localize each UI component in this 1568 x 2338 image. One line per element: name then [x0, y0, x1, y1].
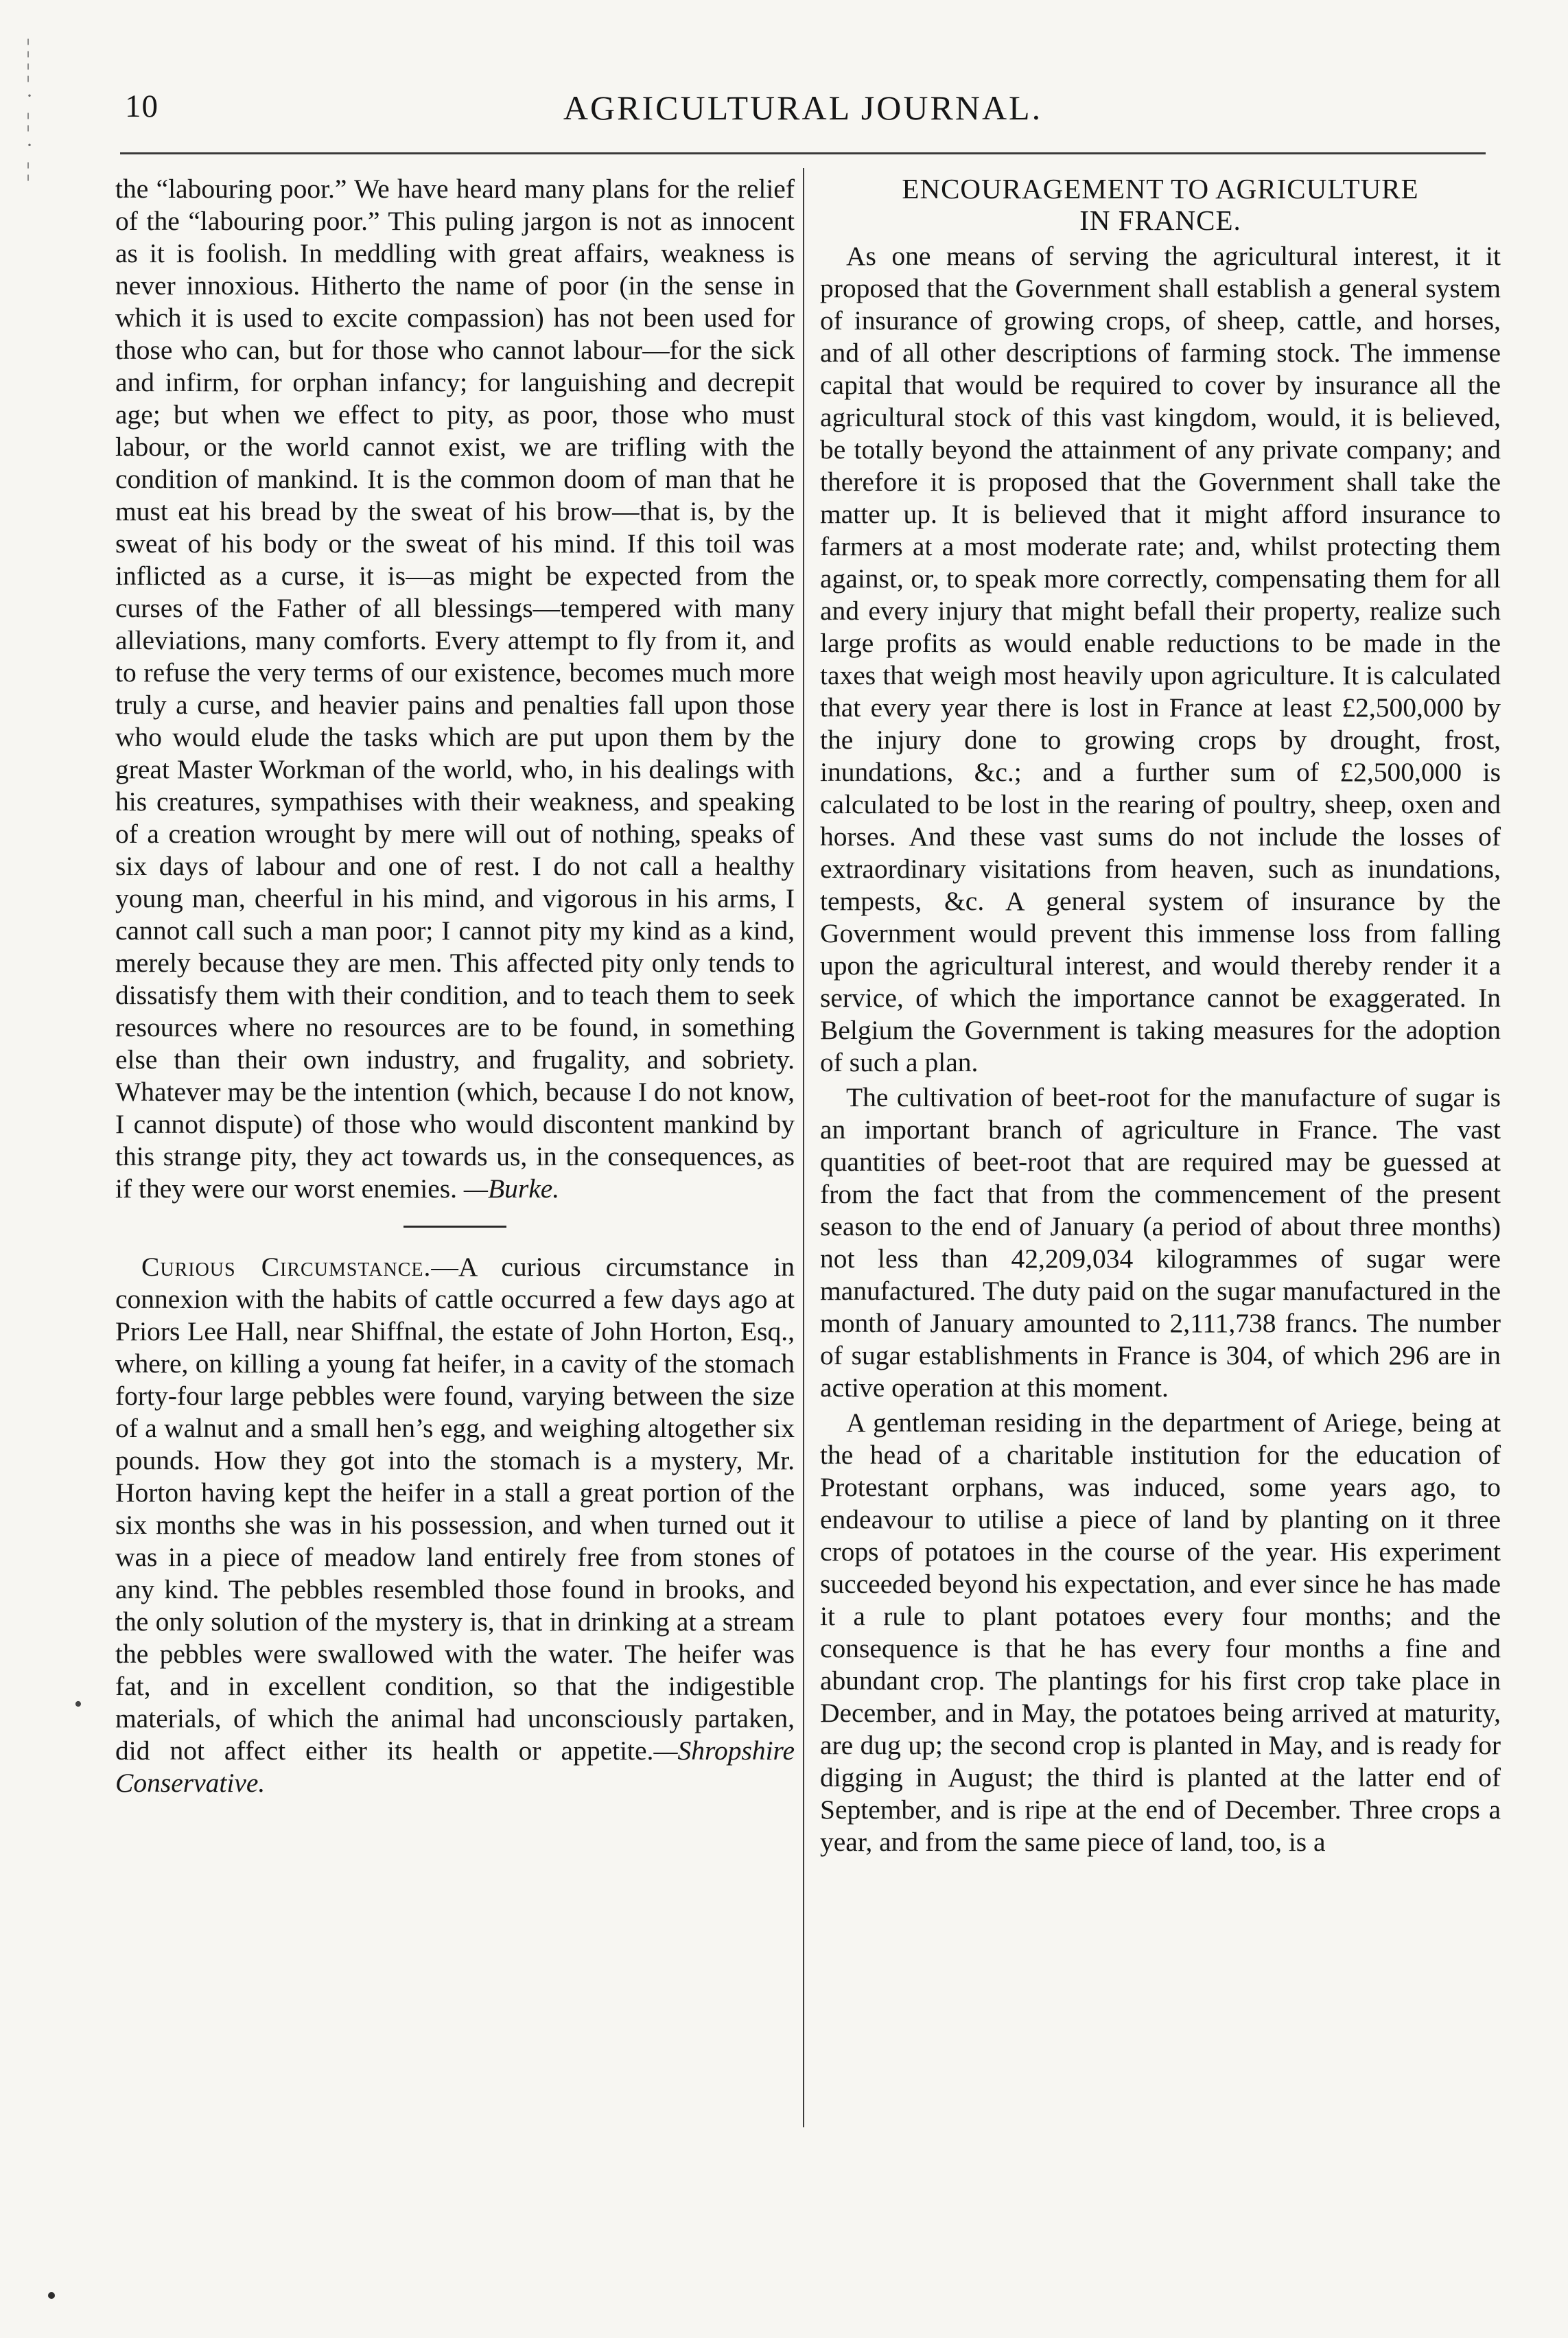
page-number: 10 — [125, 89, 159, 124]
article-heading — [820, 173, 1501, 236]
beet-root-paragraph: The cultivation of beet-root for the manufacture of sugar is an important branch of agriculture in France. The vast quantities of beet-root that are required may be guessed at from the fact that from the commencement of the present season to the end of January (a period of about three months) not less than 42,209,034 kilogrammes of sugar were manufactured. The duty paid on the sugar manufactured in the month of January amounted to 2,111,738 francs. The number of sugar establishments in France is 304, of which 296 are in active operation at this moment. — [820, 1082, 1501, 1403]
curious-circumstance-text: —A curious circumstance in connexion with the habits of cattle occurred a few days ago at Priors Lee Hall, near Shiffnal, the estate of John Horton, Esq., where, on killing a young fat heifer, in a cavity of the stomach forty-four large pebbles were found, varying between the size of a walnut and a small hen’s egg, and weighing altogether six pounds. How they got into the stomach is a mystery, Mr. Horton having kept the heifer in a stall a great portion of the six months she was in his possession, and when turned out it was in a piece of meadow land entirely free from stones of any kind. The pebbles resembled those found in brooks, and the only solution of the mystery is, that in drinking at a stream the pebbles were swallowed with the water. The heifer was fat, and in excellent condition, so that the indigestible materials, of which the animal had unconsciously partaken, did not affect either its health or appetite. — [115, 1252, 795, 1766]
margin-bullet-mark: • — [74, 1692, 82, 1717]
curious-circumstance-title: Curious Circumstance. — [141, 1252, 432, 1282]
article-heading-line-1: ENCOURAGEMENT TO AGRICULTURE — [902, 173, 1419, 204]
insurance-paragraph: As one means of serving the agricultural interest, it it proposed that the Government shall establish a general system of insurance of growing crops, of sheep, cattle, and horses, and of all other descriptions of farming stock. The immense capital that would be required to cover by insurance all the agricultural stock of this vast kingdom, would, it is believed, be totally beyond the attainment of any private company; and therefore it is proposed that the Government shall take the matter up. It is believed that it might afford insurance to farmers at a most moderate rate; and, whilst protecting them against, or, to speak more correctly, compensating them for all and every injury that might befall their property, realize such large profits as would enable reductions to be made in the taxes that weigh most heavily upon agriculture. It is calculated that every year there is lost in France at least £2,500,000 by the injury done to growing crops by drought, frost, inundations, &c.; and a further sum of £2,500,000 is calculated to be lost in the rearing of poultry, sheep, oxen and horses. And these vast sums do not include the losses of extraordinary visitations from heaven, such as inundations, tempests, &c. A general system of insurance by the Government would prevent this immense loss from falling upon the agricultural interest, and would thereby render it a service, of which the importance cannot be exaggerated. In Belgium the Government is taking measures for the adoption of such a plan. — [820, 241, 1501, 1077]
margin-scan-marks: ¦ ¦ · ¦ · ¦ — [26, 35, 33, 181]
burke-paragraph: the “labouring poor.” We have heard many plans for the relief of the “labouring poor.” This puling jargon is not as innocent as it is foolish. In meddling with great affairs, weakness is never innoxious. Hitherto the name of poor (in the sense in which it is used to excite compassion) has not been used for those who can, but for those who cannot labour—for the sick and infirm, for orphan infancy; for languishing and decrepit age; but when we effect to pity, as poor, those who must labour, or the world cannot exist, we are trifling with the condition of mankind. It is the common doom of man that he must eat his bread by the sweat of his brow—that is, by the sweat of his body or the sweat of his mind. If this toil was inflicted as a curse, it is—as might be expected from the curses of the Father of all blessings—tempered with many alleviations, many comforts. Every attempt to fly from it, and to refuse the very terms of our existence, becomes much more truly a curse, and heavier pains and penalties fall upon those who would elude the tasks which are put upon them by the great Master Workman of the world, who, in his dealings with his creatures, sympathises with their weakness, and speaking of a creation wrought by mere will out of nothing, speaks of six days of labour and one of rest. I do not call a healthy young man, cheerful in his mind, and vigorous in his arms, I cannot call such a man poor; I cannot pity my kind as a kind, merely because they are men. This affected pity only tends to dissatisfy them with their condition, and to teach them to seek resources where no resources are to be found, in something else than their own industry, and frugality, and sobriety. Whatever may be the intention (which, because I do not know, I cannot dispute) of those who would discontent mankind by this strange pity, they act towards us, in the consequences, as if they were our worst enemies. — [115, 174, 795, 1204]
running-title: AGRICULTURAL JOURNAL. — [563, 89, 1043, 127]
article-heading-line-2: IN FRANCE. — [1079, 204, 1241, 236]
curious-circumstance-attribution: —Shropshire Conservative. — [115, 1735, 795, 1798]
curious-circumstance-article — [115, 1251, 795, 1799]
left-column — [115, 173, 795, 1799]
page-header — [117, 88, 1489, 139]
column-divider — [803, 168, 804, 2127]
header-rule — [120, 152, 1486, 154]
section-separator — [403, 1226, 506, 1228]
burke-attribution: —Burke. — [463, 1173, 560, 1204]
right-column — [820, 173, 1501, 1858]
margin-dot — [48, 2292, 55, 2299]
potato-paragraph: A gentleman residing in the department of Ariege, being at the head of a charitable institution for the education of Protestant orphans, was induced, some years ago, to endeavour to utilise a piece of land by planting on it three crops of potatoes in the course of the year. His experiment succeeded beyond his expectation, and ever since he has made it a rule to plant potatoes every four months; and the consequence is that he has every four months a fine and abundant crop. The plantings for his first crop take place in December, and in May, the potatoes being arrived at maturity, are dug up; the second crop is planted in May, and is ready for digging in August; the third is planted at the latter end of September, and is ripe at the end of December. Three crops a year, and from the same piece of land, too, is a — [820, 1407, 1501, 1857]
burke-article — [115, 173, 795, 1205]
